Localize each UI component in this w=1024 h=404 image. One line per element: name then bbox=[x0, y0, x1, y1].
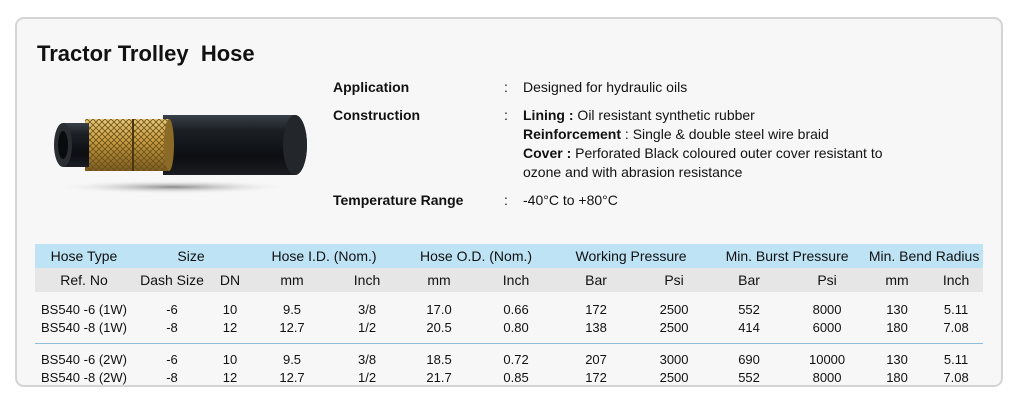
cell: 1/2 bbox=[357, 369, 377, 385]
spec-label: Construction bbox=[333, 107, 421, 123]
column-header: Min. Burst Pressure bbox=[709, 244, 865, 268]
column-header: Hose Type bbox=[35, 244, 133, 268]
cell: -8 bbox=[166, 369, 178, 385]
column-subheader: Bar bbox=[709, 268, 789, 292]
cell: 130 bbox=[886, 301, 908, 317]
column-subheader: mm bbox=[249, 268, 335, 292]
cell: 8000 bbox=[812, 301, 842, 317]
column-header: Working Pressure bbox=[553, 244, 709, 268]
cell: 7.08 bbox=[943, 369, 969, 385]
cell: 172 bbox=[585, 301, 607, 317]
spec-colon: : bbox=[504, 79, 508, 95]
cell: 207 bbox=[585, 351, 607, 367]
cell: 0.80 bbox=[503, 319, 529, 335]
spec-list bbox=[333, 78, 973, 219]
reinforcement-text: : Single & double steel wire braid bbox=[621, 126, 829, 142]
spec-value: Designed for hydraulic oils bbox=[523, 79, 688, 95]
cell: 130 bbox=[886, 351, 908, 367]
cell: -8 bbox=[166, 319, 178, 335]
column-subheader: Bar bbox=[553, 268, 639, 292]
column-subheader: Inch bbox=[929, 268, 983, 292]
column-subheader: DN bbox=[211, 268, 249, 292]
column-subheader: Psi bbox=[639, 268, 709, 292]
column-header: Hose I.D. (Nom.) bbox=[249, 244, 399, 268]
cell: 8000 bbox=[812, 369, 842, 385]
spec-table bbox=[35, 244, 983, 386]
column-subheader: Inch bbox=[479, 268, 553, 292]
cell: 12.7 bbox=[279, 369, 305, 385]
cover-text: Perforated Black coloured outer cover resistant to bbox=[571, 145, 883, 161]
cell: 172 bbox=[585, 369, 607, 385]
cover-line bbox=[523, 144, 973, 163]
cell: 3/8 bbox=[357, 301, 377, 317]
cell: 180 bbox=[886, 319, 908, 335]
column-header: Min. Bend Radius bbox=[865, 244, 983, 268]
spec-application bbox=[333, 78, 973, 97]
reinforcement-label: Reinforcement bbox=[523, 126, 622, 142]
cell: 3000 bbox=[659, 351, 689, 367]
cover-label: Cover : bbox=[523, 145, 572, 161]
cell: 12 bbox=[222, 369, 238, 385]
table-row bbox=[35, 300, 983, 318]
cell-ref: BS540 -6 (1W) bbox=[41, 301, 127, 317]
cell: 10 bbox=[222, 351, 238, 367]
spec-value bbox=[523, 106, 973, 182]
cell: 18.5 bbox=[426, 351, 452, 367]
cell: 10 bbox=[222, 301, 238, 317]
product-panel bbox=[15, 17, 1003, 387]
cell: 9.5 bbox=[282, 351, 302, 367]
lining-line bbox=[523, 106, 973, 125]
cell: 552 bbox=[738, 301, 760, 317]
table-row bbox=[35, 350, 983, 368]
cell: -6 bbox=[166, 301, 178, 317]
product-title: Tractor Trolley Hose bbox=[37, 41, 255, 66]
cell: 0.66 bbox=[503, 301, 529, 317]
cell-ref: BS540 -8 (2W) bbox=[41, 369, 127, 385]
cell: 2500 bbox=[659, 301, 689, 317]
cell: 180 bbox=[886, 369, 908, 385]
cell: 2500 bbox=[659, 319, 689, 335]
lining-text: Oil resistant synthetic rubber bbox=[573, 107, 755, 123]
cell: 138 bbox=[585, 319, 607, 335]
cell: -6 bbox=[166, 351, 178, 367]
cell: 9.5 bbox=[282, 301, 302, 317]
spec-construction bbox=[333, 106, 973, 182]
spec-label: Temperature Range bbox=[333, 192, 464, 208]
cell: 1/2 bbox=[357, 319, 377, 335]
column-header: Hose O.D. (Nom.) bbox=[399, 244, 553, 268]
cell: 6000 bbox=[812, 319, 842, 335]
cell: 3/8 bbox=[357, 351, 377, 367]
column-subheader: Ref. No bbox=[35, 268, 133, 292]
cell: 0.72 bbox=[503, 351, 529, 367]
cell: 0.85 bbox=[503, 369, 529, 385]
spec-temperature bbox=[333, 191, 973, 210]
cell: 5.11 bbox=[943, 351, 969, 367]
group-divider bbox=[35, 336, 983, 344]
column-subheader: mm bbox=[399, 268, 479, 292]
column-subheader: Dash Size bbox=[133, 268, 211, 292]
cell: 20.5 bbox=[426, 319, 452, 335]
cell: 414 bbox=[738, 319, 760, 335]
lining-label: Lining : bbox=[523, 107, 574, 123]
cell: 7.08 bbox=[943, 319, 969, 335]
cell: 5.11 bbox=[943, 301, 969, 317]
cell: 12 bbox=[222, 319, 238, 335]
cell: 21.7 bbox=[426, 369, 452, 385]
table-row bbox=[35, 318, 983, 336]
column-subheader: mm bbox=[865, 268, 929, 292]
spec-colon: : bbox=[504, 107, 508, 123]
cell: 2500 bbox=[659, 369, 689, 385]
spec-value: -40°C to +80°C bbox=[523, 192, 618, 208]
cell-ref: BS540 -6 (2W) bbox=[41, 351, 127, 367]
cell: 17.0 bbox=[426, 301, 452, 317]
table-header-row bbox=[35, 244, 983, 268]
cover-line-2: ozone and with abrasion resistance bbox=[523, 164, 743, 180]
cell: 12.7 bbox=[279, 319, 305, 335]
hydraulic-hose-image bbox=[45, 107, 307, 201]
cell-ref: BS540 -8 (1W) bbox=[41, 319, 127, 335]
cell: 690 bbox=[738, 351, 760, 367]
column-subheader: Inch bbox=[335, 268, 399, 292]
table-subheader-row bbox=[35, 268, 983, 292]
spec-label: Application bbox=[333, 79, 410, 95]
cell: 10000 bbox=[808, 351, 846, 367]
reinforcement-line bbox=[523, 125, 973, 144]
spec-colon: : bbox=[504, 192, 508, 208]
table-row bbox=[35, 368, 983, 386]
cell: 552 bbox=[738, 369, 760, 385]
column-subheader: Psi bbox=[789, 268, 865, 292]
column-header: Size bbox=[133, 244, 249, 268]
